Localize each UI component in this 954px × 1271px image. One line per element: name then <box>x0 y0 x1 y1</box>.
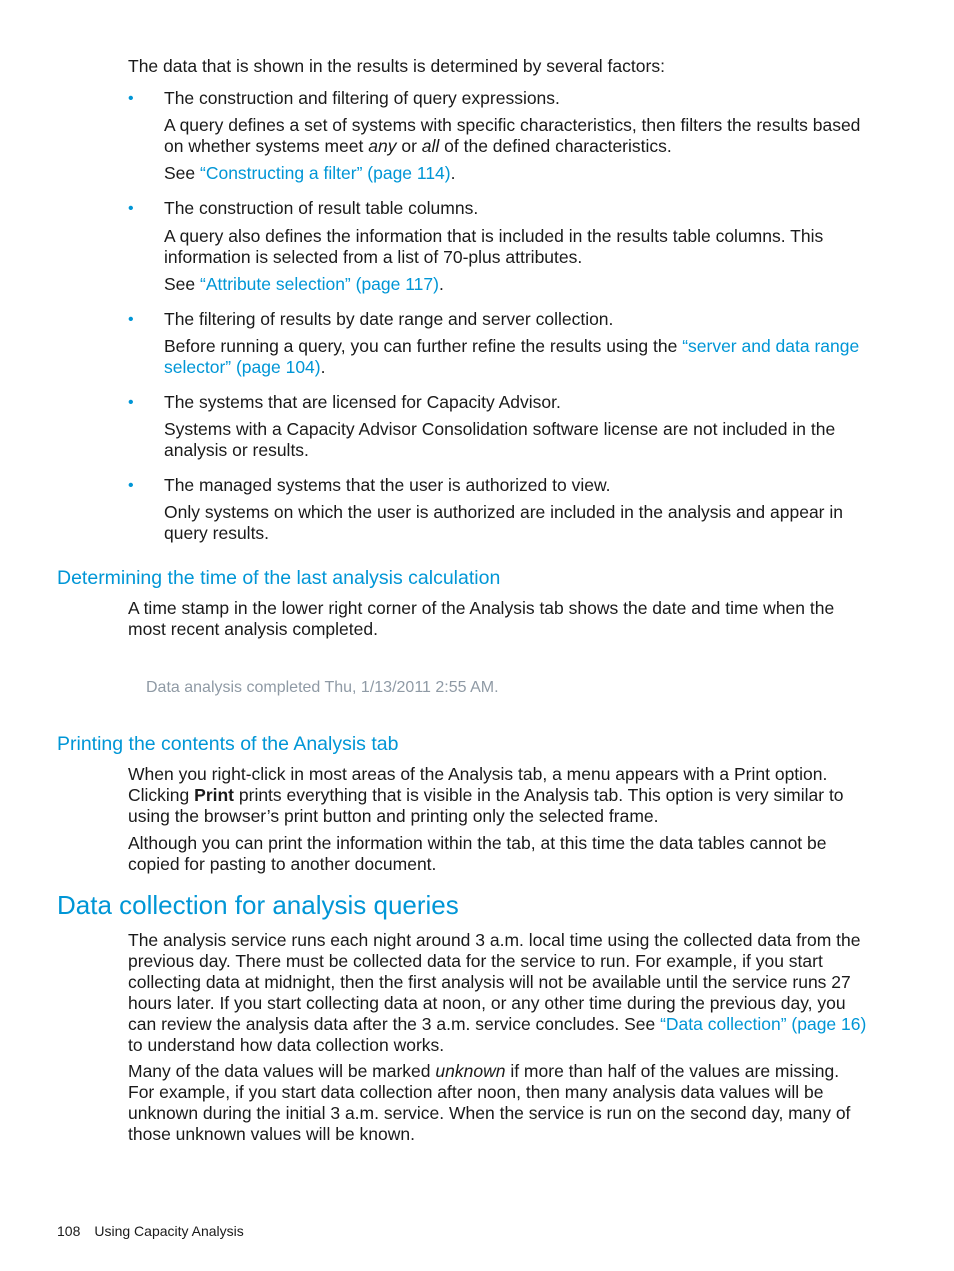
bullet-icon: • <box>128 477 134 494</box>
list-item-title: The systems that are licensed for Capacity Advisor. <box>164 392 561 412</box>
section-heading-printing: Printing the contents of the Analysis tab <box>57 733 399 755</box>
bullet-icon: • <box>128 311 134 328</box>
constructing-filter-link[interactable]: “Constructing a filter” (page 114) <box>200 163 451 183</box>
list-item-see-also: See “Attribute selection” (page 117). <box>164 274 444 294</box>
list-item-title: The construction and filtering of query expressions. <box>164 88 560 108</box>
section-text: A time stamp in the lower right corner of the Analysis tab shows the date and time when the most recent analysis completed. <box>128 598 835 639</box>
section-paragraph: Many of the data values will be marked unknown if more than half of the values are missing. For example, if you start data collection after noon, then many analysis data values will be unknown during the initial 3 a.m. service. When the service is run on the second day, many of those unknown values will be known. <box>128 1061 851 1144</box>
list-item-description: A query defines a set of systems with specific characteristics, then filters the results based on whether systems meet any or all of the defined characteristics. <box>164 115 861 156</box>
bullet-icon: • <box>128 394 134 411</box>
list-item-title: The managed systems that the user is authorized to view. <box>164 475 611 495</box>
bullet-icon: • <box>128 200 134 217</box>
attribute-selection-link[interactable]: “Attribute selection” (page 117) <box>200 274 439 294</box>
section-title-data-collection: Data collection for analysis queries <box>57 890 459 920</box>
data-collection-link[interactable]: “Data collection” (page 16) <box>660 1014 867 1034</box>
bullet-icon: • <box>128 90 134 107</box>
list-item-title: The construction of result table columns. <box>164 198 479 218</box>
print-option-label: Print <box>194 785 235 805</box>
list-item-title: The filtering of results by date range and server collection. <box>164 309 614 329</box>
page-footer <box>57 1222 258 1240</box>
section-heading-last-analysis: Determining the time of the last analysis calculation <box>57 567 501 589</box>
intro-text: The data that is shown in the results is determined by several factors: <box>128 56 665 76</box>
list-item-description: A query also defines the information that is included in the results table columns. This information is selected from a list of 70-plus attributes. <box>164 226 824 267</box>
section-paragraph: When you right-click in most areas of the Analysis tab, a menu appears with a Print option. Clicking Print prints everything that is visible in the Analysis tab. This option is very similar to using the browser’s print button and printing only the selected frame. <box>128 764 844 826</box>
list-item-description: Systems with a Capacity Advisor Consolidation software license are not included in the analysis or results. <box>164 419 836 460</box>
chapter-title: Using Capacity Analysis <box>94 1223 244 1239</box>
section-paragraph: Although you can print the information within the tab, at this time the data tables cannot be copied for pasting to another document. <box>128 833 827 874</box>
server-range-selector-link[interactable]: “server and data range selector” (page 104) <box>164 336 860 377</box>
section-paragraph: The analysis service runs each night around 3 a.m. local time using the collected data from the previous day. There must be collected data for the service to run. For example, if you start collecting data at midnight, then the first analysis will not be available until the service runs 27 hours later. If you start collecting data at noon, or any other time during the previous day, you can review the analysis data after the 3 a.m. service concludes. See “Data collection” (page 16) to understand how data collection works. <box>128 930 867 1055</box>
list-item-description: Before running a query, you can further refine the results using the “server and data range selector” (page 104). <box>164 336 860 377</box>
analysis-timestamp-screenshot: Data analysis completed Thu, 1/13/2011 2:55 AM. <box>146 679 499 696</box>
page-number: 108 <box>57 1223 81 1239</box>
list-item-description: Only systems on which the user is authorized are included in the analysis and appear in query results. <box>164 502 843 543</box>
list-item-see-also: See “Constructing a filter” (page 114). <box>164 163 456 183</box>
